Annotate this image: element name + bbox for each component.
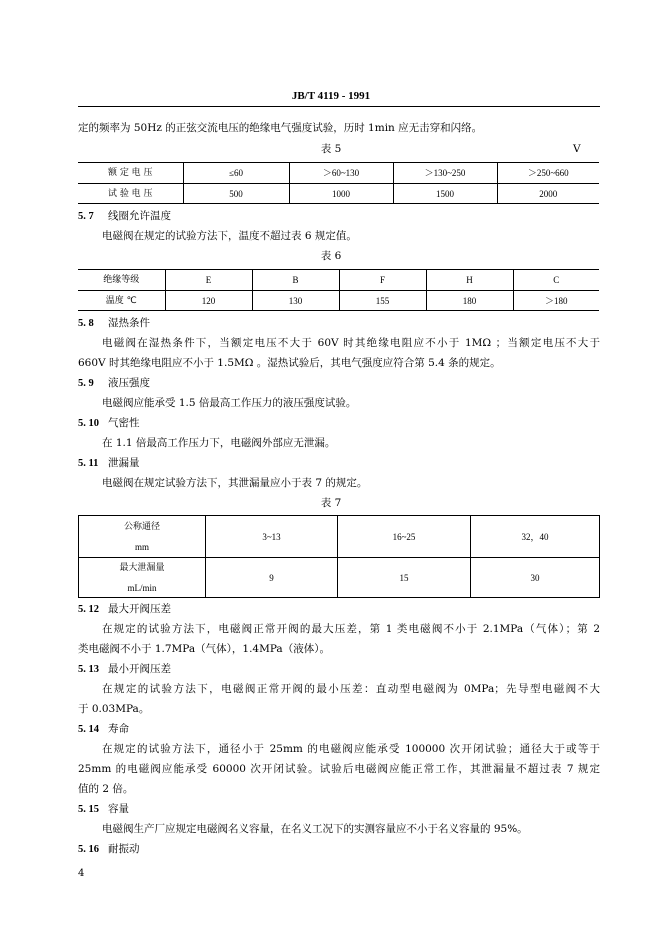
table-cell: 120 <box>165 291 252 311</box>
table-cell: F <box>339 270 426 291</box>
table-row <box>78 163 599 184</box>
section-5-14-line2: 25mm 的电磁阀应能承受 60000 次开闭试验。试验后电磁阀应能正常工作，其泄漏量不超过表 7 规定 <box>78 763 600 775</box>
section-title: 耐振动 <box>108 843 140 855</box>
section-5-8-heading <box>78 316 150 331</box>
section-title: 泄漏量 <box>108 457 140 469</box>
table5 <box>78 162 599 204</box>
section-5-14-line3: 值的 2 倍。 <box>78 783 134 795</box>
section-5-16-heading <box>78 842 140 857</box>
section-number: 5. 10 <box>78 418 99 429</box>
section-5-12-heading <box>78 602 171 617</box>
table-cell: 额 定 电 压 <box>78 163 183 184</box>
section-5-14-line1: 在规定的试验方法下，通径小于 25mm 的电磁阀应能承受 100000 次开闭试验；通径大于或等于 <box>102 743 600 755</box>
section-5-12-line1: 在规定的试验方法下，电磁阀正常开阀的最大压差，第 1 类电磁阀不小于 2.1MPa（气体）；第 2 <box>102 623 600 635</box>
table-cell: ＞180 <box>513 291 599 311</box>
table-cell: 9 <box>206 558 338 598</box>
section-5-13-line1: 在规定的试验方法下，电磁阀正常开阀的最小压差：直动型电磁阀为 0MPa；先导型电磁阀不大 <box>102 683 600 695</box>
table-cell: ≤60 <box>183 163 289 184</box>
section-title: 寿命 <box>108 723 129 735</box>
table6-caption: 表 6 <box>320 250 342 262</box>
table-row <box>78 270 599 291</box>
table5-unit: V <box>573 143 581 155</box>
section-5-7-text: 电磁阀在规定的试验方法下，温度不超过表 6 规定值。 <box>102 230 357 242</box>
table-row <box>78 184 599 204</box>
section-5-8-line2: 660V 时其绝缘电阻应不小于 1.5MΩ 。湿热试验后，其电气强度应符合第 5.4 条的规定。 <box>78 357 501 369</box>
table-cell: 绝缘等级 <box>78 270 165 291</box>
table-cell: ＞130~250 <box>393 163 497 184</box>
table-cell: 1500 <box>393 184 497 204</box>
row-unit: mm <box>134 541 149 552</box>
section-5-15-text: 电磁阀生产厂应规定电磁阀名义容量，在名义工况下的实测容量应不小于名义容量的 95%。 <box>102 823 528 835</box>
table-cell: 130 <box>252 291 339 311</box>
table-cell: 30 <box>471 558 600 598</box>
section-5-11-heading <box>78 456 140 471</box>
section-number: 5. 13 <box>78 664 99 675</box>
section-5-9-text: 电磁阀应能承受 1.5 倍最高工作压力的液压强度试验。 <box>102 397 357 409</box>
section-number: 5. 9 <box>78 378 94 389</box>
lead-line: 定的频率为 50Hz 的正弦交流电压的绝缘电气强度试验，历时 1min 应无击穿和闪络。 <box>78 122 483 134</box>
section-title: 最大开阀压差 <box>108 603 171 615</box>
section-5-11-text: 电磁阀在规定试验方法下，其泄漏量应小于表 7 的规定。 <box>102 477 368 489</box>
section-title: 容量 <box>108 803 129 815</box>
section-5-14-heading <box>78 722 129 737</box>
page-number: 4 <box>78 868 85 879</box>
table-cell: 500 <box>183 184 289 204</box>
table-row <box>79 558 600 598</box>
row-unit: mL/min <box>127 582 157 593</box>
table-cell: 16~25 <box>338 516 471 558</box>
standard-header: JB/T 4119 - 1991 <box>291 90 371 102</box>
table-row <box>78 291 599 311</box>
row-label: 公称通径 <box>123 521 160 532</box>
row-label: 最大泄漏量 <box>119 562 165 573</box>
section-number: 5. 14 <box>78 724 99 735</box>
section-5-10-heading <box>78 416 140 431</box>
table-cell: 2000 <box>497 184 599 204</box>
table-cell: 15 <box>338 558 471 598</box>
table-cell: ＞250~660 <box>497 163 599 184</box>
table-cell: B <box>252 270 339 291</box>
section-title: 湿热条件 <box>108 317 150 329</box>
table-cell: 32，40 <box>471 516 600 558</box>
table-cell: 温度 ℃ <box>78 291 165 311</box>
section-title: 气密性 <box>108 417 140 429</box>
section-number: 5. 11 <box>78 458 99 469</box>
section-5-9-heading <box>78 376 150 391</box>
table-cell: 155 <box>339 291 426 311</box>
table-cell: 试 验 电 压 <box>78 184 183 204</box>
table-cell: 3~13 <box>206 516 338 558</box>
section-title: 液压强度 <box>108 377 150 389</box>
section-5-13-line2: 于 0.03MPa。 <box>78 703 150 715</box>
table-cell: 1000 <box>289 184 393 204</box>
section-number: 5. 12 <box>78 604 99 615</box>
section-5-8-line1: 电磁阀在湿热条件下，当额定电压不大于 60V 时其绝缘电阻应不小于 1MΩ ；当额定电压不大于 <box>102 337 600 349</box>
table-cell: C <box>513 270 599 291</box>
table-cell: H <box>426 270 513 291</box>
table7 <box>78 515 600 598</box>
table-cell: 180 <box>426 291 513 311</box>
section-5-13-heading <box>78 662 171 677</box>
section-number: 5. 7 <box>78 211 94 222</box>
section-5-7-heading <box>78 209 171 224</box>
table6 <box>78 269 599 311</box>
section-number: 5. 16 <box>78 844 99 855</box>
table-cell: ＞60~130 <box>289 163 393 184</box>
section-number: 5. 8 <box>78 318 94 329</box>
table-cell <box>79 516 206 558</box>
table5-caption: 表 5 <box>320 143 342 155</box>
section-number: 5. 15 <box>78 804 99 815</box>
section-title: 最小开阀压差 <box>108 663 171 675</box>
header-rule <box>78 106 600 107</box>
table-cell: E <box>165 270 252 291</box>
section-title: 线圈允许温度 <box>108 210 171 222</box>
table-row <box>79 516 600 558</box>
section-5-15-heading <box>78 802 129 817</box>
table-cell <box>79 558 206 598</box>
section-5-12-line2: 类电磁阀不小于 1.7MPa（气体），1.4MPa（液体）。 <box>78 643 330 655</box>
table7-caption: 表 7 <box>320 497 342 509</box>
section-5-10-text: 在 1.1 倍最高工作压力下，电磁阀外部应无泄漏。 <box>102 437 336 449</box>
